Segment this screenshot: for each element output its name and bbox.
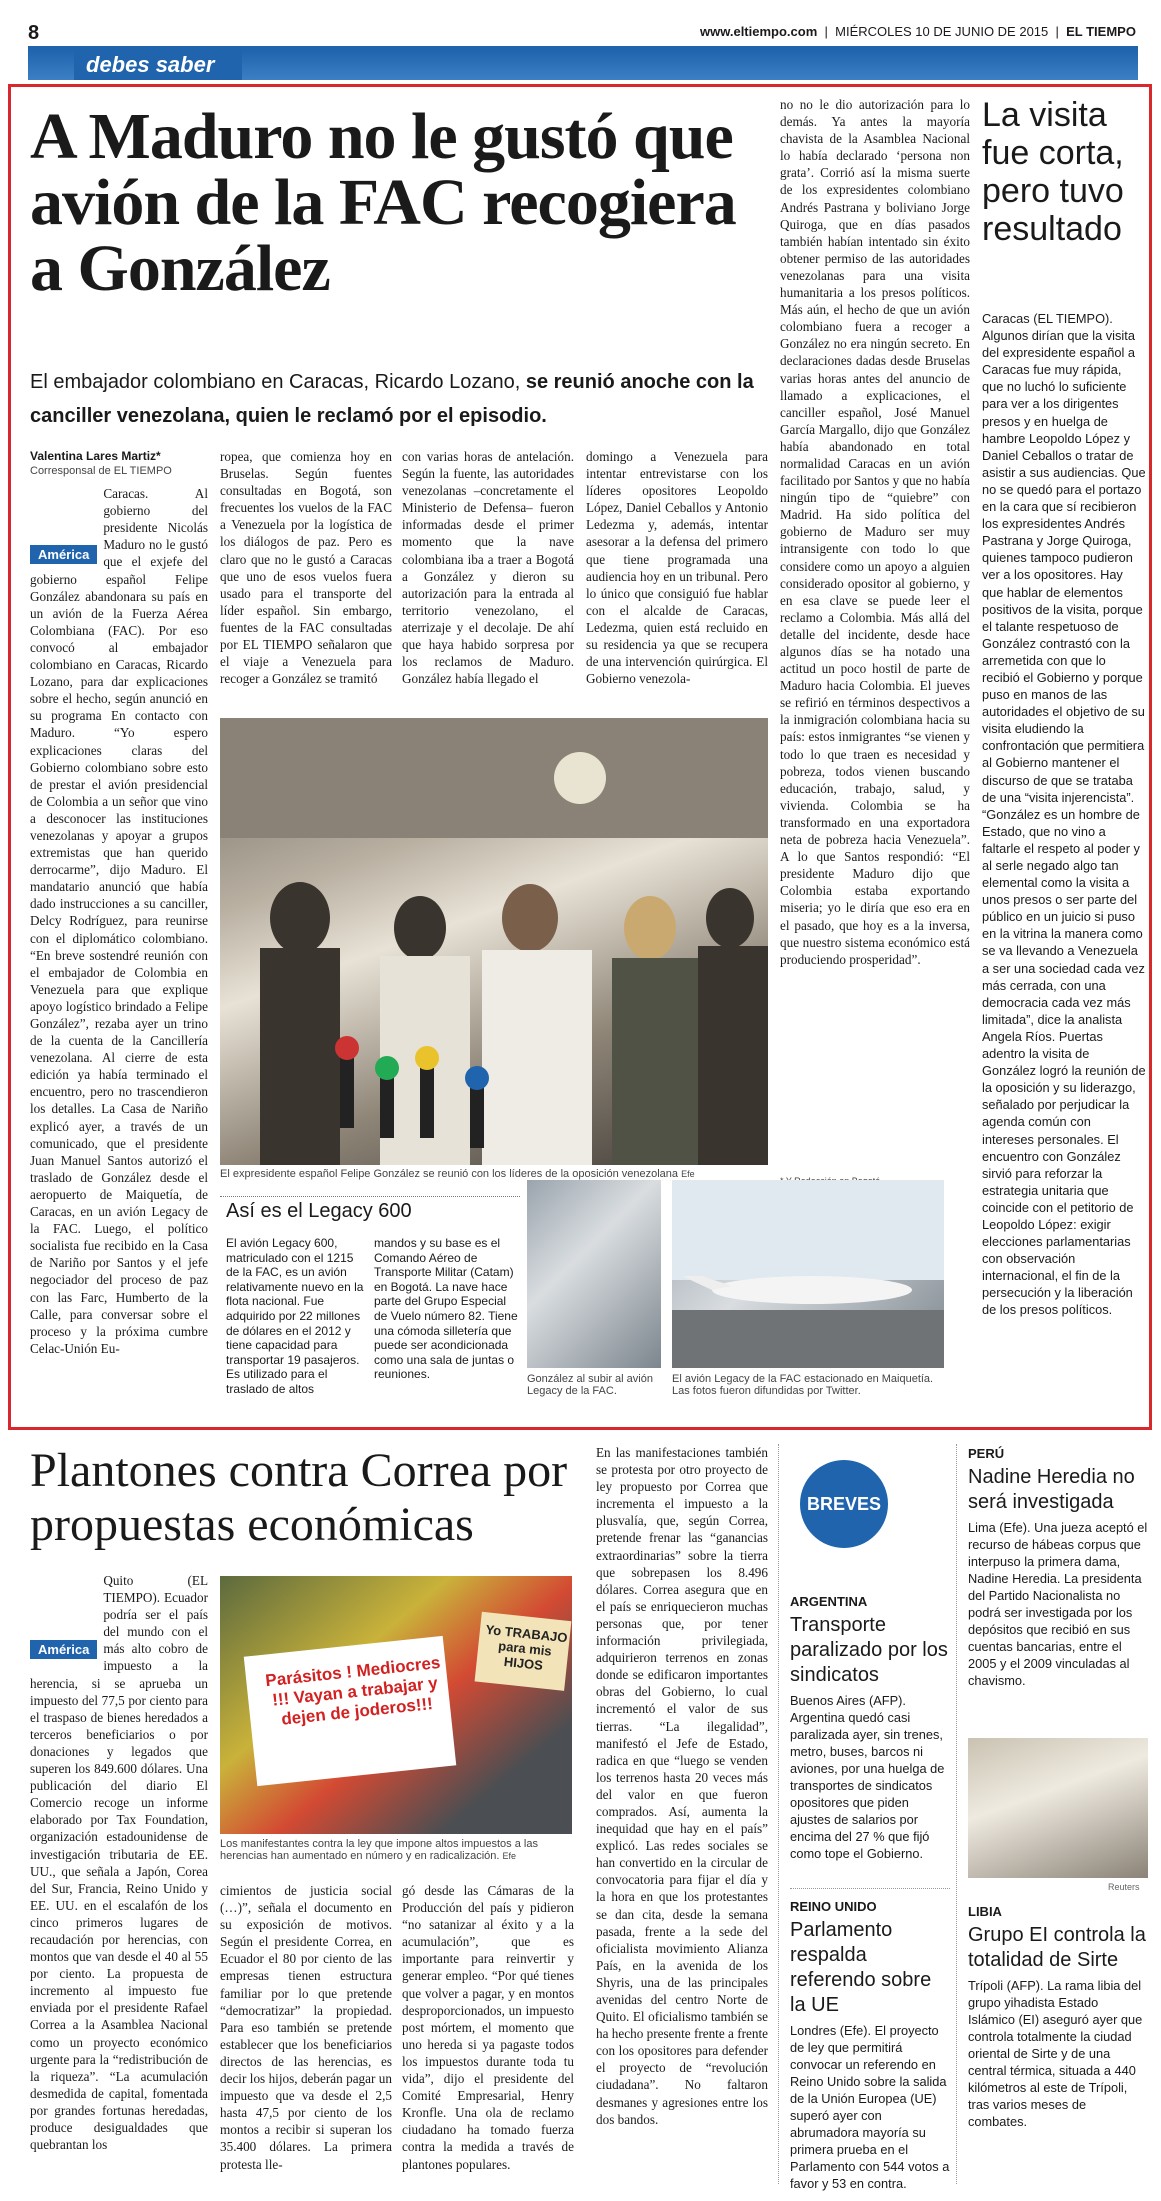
legacy-col-2: mandos y su base es el Comando Aéreo de Transporte Militar (Catam) en Bogotá. La nave hace parte del Grupo Especial de Vuelo número 82. Tiene una cómoda silletería que puede ser acondicionada como una sala de juntas o reuniones. <box>374 1236 518 1382</box>
boarding-caption: González al subir al avión Legacy de la FAC. <box>527 1373 653 1397</box>
column-text: Caracas. Al gobierno del presidente Nicolás Maduro no le gustó que el exjefe del gobierno español Felipe González abandonara su país en un avión de la Fuerza Aérea Colombiana (FAC). Por eso convocó al embajador colombiano en Caracas, Ricardo Lozano, para dar explicaciones sobre el hecho, según anunció en su programa En contacto con Maduro. “Yo espero explicaciones claras del Gobierno colombiano sobre esto de prestar el avión presidencial de Colombia a un señor que vino a desconocer las instituciones venezolanas y apoyar a grupos extremistas que han querido derrocarme”, dijo Maduro. El mandatario anunció que había dado instrucciones a su canciller, Delcy Rodríguez, para reunirse con el diplomático colombiano. “En breve sostendré reunión con el embajador de Colombia en Venezuela para que explique apoyo logístico brindado a Felipe González”, rezaba ayer un trino de la cuenta de la Cancillería venezolana. Al cierre de esta edición ya había terminado el encuentro, pero no trascendieron los detalles. La Casa de Nariño explicó ayer, a través de un comunicado, que el presidente Juan Manuel Santos autorizó el traslado de González desde el aeropuerto de Maiquetía, de Caracas, en un avión Legacy de la FAC. Luego, el político socialista fue recibido en la Casa de Nariño por Santos y el jefe negociador del proceso de paz con las Farc, Humberto de la Calle, para conversar sobre el proceso y la próxima cumbre Celac-Unión Eu- <box>30 486 208 1356</box>
breve-peru <box>968 1436 1148 1689</box>
breve-text: Buenos Aires (AFP). Argentina quedó casi paralizada ayer, sin trenes, metro, buses, barcos ni aviones, por una huelga de transportes de sindicatos opositores que piden ajustes de salarios por encima del 27 % que fijó como tope el Gobierno. <box>790 1693 945 1861</box>
protest-sign-2: Yo TRABAJO para mis HIJOS <box>484 1621 569 1673</box>
article-column-5: no no le dio autorización para lo demás. Ya antes la mayoría chavista de la Asamblea Nacional lo había declarado ‘persona non grata’. Corrió así la misma suerte de los expresidentes colombiano Andrés Pastrana y boliviano Jorge Quiroga, que en días pasados también habían intentado sin éxito obtener permiso de las autoridades venezolanas para una visita humanitaria a los presos políticos. Más aún, el hecho de que un avión colombiano fuera a recoger a González no era ningún secreto. En declaraciones dadas desde Bruselas varias horas antes del anuncio de llamado a explicaciones, el canciller español, José Manuel García Margallo, dijo que González había abandonado en total normalidad Caracas en un avión facilitado por Santos y que no había ningún tipo de “quiebre” con Madrid. Ha sido política del gobierno de Maduro ser muy intransigente con todo lo que considere como un apoyo a alguien considerado opositor al gobierno, y en esa clave se puede leer el reclamo a Colombia. Más allá del detalle del incidente, desde hace algunos días se ha notado una actitud un poco hostil de parte de Maduro hacia Colombia. El jueves se refirió en términos despectivos a la inmigración colombiana hacia su país: estos inmigrantes “se vienen y todo lo que traen es necesidad y pobreza, todos vienen buscando educación, trabajo, salud, y vivienda. Colombia se ha transformado en una exportadora neta de pobreza hacia Venezuela”. A lo que Santos respondió: “El presidente Maduro dijo que Colombia estaba exportando miseria; yo le diría que eso era en el pasado, que hoy es a la inversa, que nuestro sistema económico está produciendo prosperidad”. <box>780 97 970 967</box>
column-divider <box>956 1444 957 2184</box>
breve-text: Lima (Efe). Una jueza aceptó el recurso de hábeas corpus que interpuso la primera dama, Nadine Heredia. La presidenta del Partido Nacionalista no podrá ser investigada por los depósitos que recibió en sus cuentas bancarias, entre el 2005 y el 2009 vinculadas al chavismo. <box>968 1520 1148 1688</box>
dateline: www.eltiempo.com | MIÉRCOLES 10 DE JUNIO DE 2015 | EL TIEMPO <box>700 24 1136 39</box>
breve-libia <box>968 1894 1148 2130</box>
parked-plane-caption: El avión Legacy de la FAC estacionado en Maiquetía. Las fotos fueron difundidas por Twitter. <box>672 1373 934 1397</box>
article-column-2: ropea, que comienza hoy en Bruselas. Según fuentes consultadas en Bogotá, son frecuentes los vuelos de la FAC a Venezuela por la logística de los diálogos de paz. Pero es claro que no le gustó a Caracas que uno de esos vuelos fuera usado para el transporte del líder español. Sin embargo, fuentes de la FAC consultadas por EL TIEMPO señalaron que el viaje a Venezuela para recoger a González se tramitó <box>220 449 392 687</box>
breve-title: Transporte paralizado por los sindicatos <box>790 1614 948 1686</box>
breve-reino-unido <box>790 1888 950 2192</box>
correa-column-1 <box>30 1572 208 2182</box>
photo-credit: Reuters <box>1108 1882 1140 1892</box>
correa-headline: Plantones contra Correa por propuestas económicas <box>30 1444 568 1551</box>
photo-credit: Efe <box>502 1851 517 1861</box>
article-column-4: domingo a Venezuela para intentar entrevistarse con los líderes opositores Leopoldo López, Daniel Ceballos y Antonio Ledezma y, además, intentar asesorar a la defensa del primero que tiene programada una audiencia hoy en un tribunal. Pero lo único que consiguió fue hablar con el alcalde de Caracas, Ledezma, quien está recluido en su residencia ya que se recupera de una intervención quirúrgica. El Gobierno venezola- <box>586 449 768 687</box>
section-tag: América <box>30 545 97 564</box>
issue-date: MIÉRCOLES 10 DE JUNIO DE 2015 <box>835 24 1049 39</box>
press-conference-illustration <box>220 718 768 1165</box>
breve-title: Grupo EI controla la totalidad de Sirte <box>968 1924 1146 1971</box>
byline: Valentina Lares Martiz* <box>30 449 161 463</box>
breve-country: LIBIA <box>968 1904 1002 1919</box>
breve-text: Trípoli (AFP). La rama libia del grupo yihadista Estado Islámico (EI) aseguró ayer que controla totalmente la ciudad oriental de Sirte y de una central térmica, situada a 440 kilómetros al este de Trípoli, tras varios meses de combates. <box>968 1978 1143 2129</box>
byline-role: Corresponsal de EL TIEMPO <box>30 465 172 478</box>
breve-country: REINO UNIDO <box>790 1899 877 1914</box>
correa-column-3: gó desde las Cámaras de la Producción del país y pidieron “no satanizar al éxito y a la acumulación”, que es importante para reinvertir y generar empleo. “Por qué tienes que volver a pagar, y en montos desproporcionados, un impuesto post mórtem, el momento que uno hereda si ya pagaste todos los impuestos durante toda tu vida”, dijo el presidente del Comité Empresarial, Henry Kronfle. Una ola de reclamo ciudadano ha tomado fuerza contra la medida a través de plantones populares. <box>402 1883 574 2172</box>
libya-photo <box>968 1738 1148 1878</box>
legacy-col-1: El avión Legacy 600, matriculado con el 1215 de la FAC, es un avión relativamente nuevo en la flota nacional. Fue adquirido por 22 millones de dólares en el 2012 y tiene capacidad para transportar 19 pasajeros. Es utilizado para el traslado de altos <box>226 1236 364 1396</box>
article-column-3: con varias horas de antelación. Según la fuente, las autoridades venezolanas –concretamente el Ministerio de Defensa– fueron informadas desde el primer momento que la nave colombiana iba a traer a Bogotá a González y dieron su autorización para la entrada al territorio venezolano, el aterrizaje y el decolaje. De ahí que haya habido sorpresa por los reclamos de Maduro. González había llegado el <box>402 449 574 687</box>
column-divider <box>778 1444 779 2184</box>
subhead-bold: se reunió anoche con la canciller venezolana, quien le reclamó por el episodio. <box>30 371 754 427</box>
correa-column-2: cimientos de justicia social (…)”, señala el documento en su exposición de motivos. Según el presidente Correa, en Ecuador el 80 por ciento de las empresas tienen estructura familiar por lo que pretende “democratizar” la propiedad. Para eso también se pretende establecer que los beneficiarios directos de las herencias, es decir los hijos, deberán pagar un impuesto que va desde el 2,5 hasta 47,5 por ciento de los montos a recibir si superan los 35.400 dólares. La primera protesta lle- <box>220 1883 392 2172</box>
protest-caption <box>220 1838 572 1862</box>
breve-text: Londres (Efe). El proyecto de ley que permitirá convocar un referendo en Reino Unido sobre la salida de la Unión Europea (UE) superó ayer con abrumadora mayoría su primera prueba en el Parlamento con 544 votos a favor y 53 en contra. <box>790 2023 950 2191</box>
photo-credit: Efe <box>681 1169 695 1179</box>
caption-text: El expresidente español Felipe González se reunió con los líderes de la oposición venezolana <box>220 1168 679 1180</box>
caption-text: Los manifestantes contra la ley que impone altos impuestos a las herencias han aumentado en número y en radicalización. <box>220 1838 538 1862</box>
boarding-photo <box>527 1180 661 1368</box>
page-number: 8 <box>28 22 40 44</box>
breve-argentina <box>790 1584 950 1862</box>
sidebar-title: La visita fue corta, pero tuvo resultado <box>982 96 1124 248</box>
correa-tag: América <box>30 1640 97 1659</box>
breve-country: ARGENTINA <box>790 1594 868 1609</box>
main-photo <box>220 718 768 1165</box>
breve-title: Nadine Heredia no será investigada <box>968 1466 1135 1513</box>
paper-name: EL TIEMPO <box>1066 24 1136 39</box>
section-label: debes saber <box>74 50 242 80</box>
sidebar <box>982 96 1148 248</box>
breves-badge: BREVES <box>800 1460 888 1548</box>
subhead-plain: El embajador colombiano en Caracas, Ricardo Lozano, <box>30 371 521 393</box>
plane-icon <box>672 1180 944 1368</box>
correa-column-4: En las manifestaciones también se protesta por otro proyecto de ley propuesto por Correa que incrementa el impuesto a la plusvalía, que, según Correa, pretende frenar las “ganancias extraordinarias” sobre la tierra que sobrepasen los 8.496 dólares. Correa asegura que en el país se enriquecieron muchas personas que, por tener información privilegiada, adquirieron terrenos en zonas donde se edificaron importantes obras del Gobierno, lo cual incrementó el valor de sus tierras. “La ilegalidad”, manifestó el Jefe de Estado, radica en que “luego se venden los terrenos hasta 20 veces más del valor en que fueron comprados. Así, aumenta la inequidad que hay en el país” explicó. Las redes sociales se han convertido en la circular de convocatoria para fijar el día y la hora en que los protestantes se dan cita, desde la semana pasada, frente a la sede del oficialista movimiento Alianza País, en la avenida de los Shyris, una de las principales avenidas del centro Norte de Quito. El oficialismo también se ha hecho presente frente a frente con los opositores para defender el proyecto de “revolución ciudadana”. No faltaron desmanes y agresiones entre los dos bandos. <box>596 1445 768 2127</box>
article-column-1 <box>30 448 208 1408</box>
site-url[interactable]: www.eltiempo.com <box>700 24 818 39</box>
protest-sign: Parásitos ! Mediocres !!! Vayan a trabajar y dejen de joderos!!! <box>264 1652 442 1729</box>
sidebar-text: Caracas (EL TIEMPO). Algunos dirían que la visita del expresidente español a Caracas fue muy rápida, que no luchó lo suficiente para ver a los dirigentes presos y en huelga de hambre Leopoldo López y Daniel Ceballos o tratar de asistir a sus audiencias. Que no se quedó para el portazo en la cara que sí recibieron los expresidentes Andrés Pastrana y Jorge Quiroga, quienes tampoco pudieron ver a los opositores. Hay que hablar de elementos positivos de la visita, porque el talante respetuoso de González contrastó con la arremetida con que lo recibió el Gobierno y porque puso en manos de las autoridades el objetivo de su visita eludiendo la confrontación que permitiera al Gobierno mantener el discurso de que se trataba de una “visita injerencista”. “González es un hombre de Estado, que no vino a faltarle el respeto al poder y al serle negado algo tan elemental como la visita a unos presos o ser parte del público en un juicio si puso en la vitrina la manera como se va llevando a Venezuela a ser una sociedad cada vez más cerrada, con una democracia cada vez más limitada”, dice la analista Angela Ríos. Puertas adentro la visita de González logró la reunión de la oposición y su liderazgo, señalado por perjudicar la agenda común con intereses personales. El encuentro con González sirvió para reforzar la estrategia unitaria que coincide con el petitorio de Leopoldo López: exigir elecciones parlamentarias con observación internacional, el fin de la persecución y la liberación de los presos políticos. <box>982 311 1146 1318</box>
legacy-title: Así es el Legacy 600 <box>226 1200 412 1222</box>
protest-photo <box>220 1576 572 1834</box>
column-text: Quito (EL TIEMPO). Ecuador podría ser el país del mundo con el más alto cobro de impuesto a la herencia, si se aprueba un impuesto del 77,5 por ciento para el traspaso de bienes heredados a terceros beneficiarios o por donaciones y legados que superen los 849.600 dólares. Una publicación del diario El Comercio recoge un informe elaborado por Tax Foundation, organización estadounidense de investigación tributaria de EE. UU., que señala a Japón, Corea del Sur, Francia, Reino Unido y EE. UU. en el escalafón de los cinco primeros lugares de recaudación por herencias, con montos que van desde el 40 al 55 por ciento. La propuesta de incremento al impuesto fue enviada por el presidente Rafael Correa a la Asamblea Nacional como un proyecto económico urgente para la “redistribución de la riqueza”. “La acumulación desmedida de capital, fomentada por grandes fortunas heredadas, produce desigualdades que quebrantan los <box>30 1573 208 2153</box>
main-photo-caption <box>220 1168 768 1180</box>
article-subhead <box>30 365 760 433</box>
article-headline: A Maduro no le gustó que avión de la FAC recogiera a González <box>30 100 736 305</box>
breve-country: PERÚ <box>968 1446 1005 1461</box>
parked-plane-photo <box>672 1180 944 1368</box>
breve-title: Parlamento respalda referendo sobre la UE <box>790 1919 932 2016</box>
